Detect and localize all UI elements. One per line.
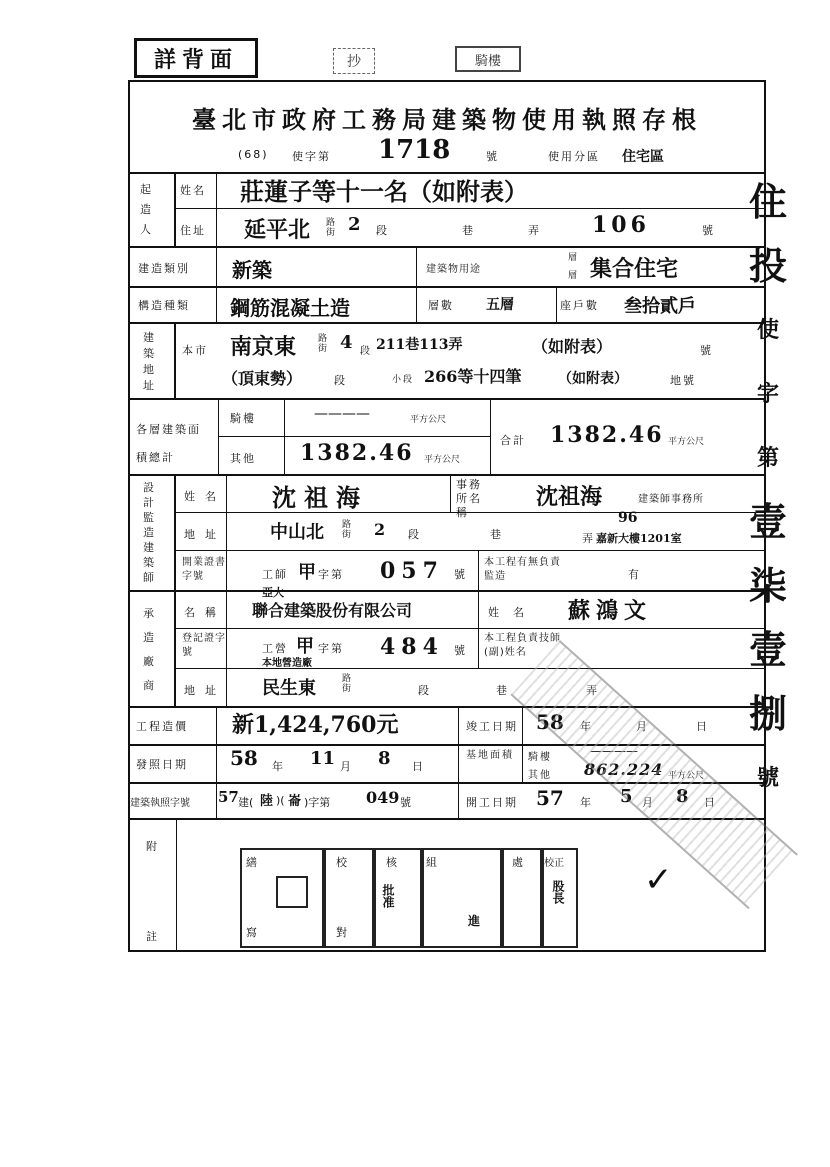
designer-office-label: 事務所名稱 (456, 478, 482, 519)
contractor-road: 民生東 (262, 678, 316, 699)
site-section: 4 (340, 332, 353, 353)
permit-mid1: 建( (238, 796, 254, 809)
side-char-3: 使 (756, 317, 779, 343)
site-lane: 211巷113弄 (376, 337, 463, 353)
rule-v-office (450, 474, 451, 512)
permit-year: 57 (218, 788, 239, 806)
rule-h9 (174, 550, 766, 551)
permit-unit: 號 (400, 796, 413, 809)
stamp-check-text: 批准 (381, 884, 395, 908)
designer-name: 沈祖海 (272, 483, 368, 512)
reg-grade: 甲 (296, 636, 314, 657)
done-year: 58 (536, 710, 564, 734)
stamp-box-group (420, 848, 504, 948)
contractor-person-label: 姓名 (488, 606, 538, 619)
issue-unit-y: 年 (272, 760, 285, 773)
start-unit-y: 年 (580, 796, 593, 809)
applicant-lane-unit: 巷 (462, 224, 475, 237)
top-stamp-2: 騎樓 (455, 46, 521, 72)
contractor-name-extra: 亞大 (262, 586, 284, 599)
license-prefix: 使字第 (292, 150, 331, 163)
applicant-group-label: 起 造 人 (140, 183, 151, 236)
license-suffix: 號 (486, 150, 499, 163)
use-unit-a: 層 (568, 253, 580, 263)
rule-v-person (478, 590, 479, 668)
side-char-4: 字 (756, 381, 779, 407)
start-unit-d: 日 (704, 796, 717, 809)
site-note2: （如附表） (558, 371, 628, 387)
top-stamp-1: 抄 (333, 48, 375, 74)
rule-h2 (174, 208, 766, 209)
rule-v-sublbl2 (226, 474, 227, 706)
side-char-5: 第 (756, 445, 779, 471)
designer-number: 96 (618, 510, 638, 526)
stamp-group-text: 進 (468, 914, 481, 928)
notes-label-top: 附 (146, 840, 159, 853)
units-value: 叁拾貳戶 (624, 296, 696, 317)
rule-v-group2 (174, 322, 176, 398)
site-section-unit: 段 (360, 346, 372, 357)
site-road-unit: 路街 (318, 334, 330, 354)
side-char-2: 投 (748, 243, 787, 288)
stamp-box-division (500, 848, 544, 948)
reg-mid: 字第 (318, 642, 344, 655)
issue-unit-m: 月 (340, 760, 353, 773)
reg-prefix: 工營 (262, 642, 288, 655)
structure-label: 構造種類 (138, 299, 190, 312)
stamp-box-correction (540, 848, 578, 948)
total-area-value: 1382.46 (550, 422, 664, 448)
site-district: （頂東勢） (222, 369, 303, 388)
contractor-lane-unit: 巷 (496, 684, 509, 697)
applicant-alley-unit: 弄 (528, 224, 541, 237)
stamp-check-label: 核 (386, 856, 399, 869)
stamp-group-label: 組 (426, 856, 439, 869)
cost-label: 工程造價 (136, 720, 188, 733)
issue-month: 11 (310, 748, 336, 769)
site-other-value: 862.224 (584, 760, 664, 779)
done-unit-y: 年 (580, 720, 593, 733)
stamp-box-typist (240, 848, 326, 948)
rule-h5 (128, 322, 766, 324)
side-char-6: 壹 (748, 499, 787, 544)
contractor-group-label: 承 造 廠 商 (143, 607, 154, 692)
applicant-road-unit: 路街 (326, 218, 338, 238)
cert-prefix: 工師 (262, 568, 288, 581)
rule-h7 (128, 474, 766, 476)
total-area-label: 合計 (500, 434, 526, 447)
applicant-section-unit: 段 (376, 224, 389, 237)
start-day: 8 (676, 786, 689, 807)
cert-label: 開業證書字號 (182, 557, 226, 582)
start-unit-m: 月 (642, 796, 655, 809)
designer-alley-unit: 弄 (582, 532, 595, 545)
rule-h4 (128, 286, 766, 288)
rule-h11 (174, 628, 766, 629)
designer-building: 嘉新大樓1201室 (596, 532, 682, 545)
notes-label-bottom: 註 (146, 930, 159, 943)
category-label: 建造類別 (138, 262, 190, 275)
reg-unit: 號 (454, 644, 467, 657)
site-district-unit: 段 (334, 374, 347, 387)
rule-v-area3 (490, 398, 491, 474)
contractor-addr-label: 地址 (184, 684, 226, 697)
cost-value: 新1,424,760元 (232, 712, 399, 738)
site-area-label: 基地面積 (466, 750, 514, 761)
permit-kind2: 崙 (288, 794, 302, 809)
rule-v-group3 (174, 474, 176, 706)
category-value: 新築 (232, 258, 272, 282)
rule-h3 (128, 246, 766, 248)
side-char-7: 柒 (748, 563, 787, 608)
tech-label: 本工程負責技師(副)姓名 (484, 633, 561, 658)
site-city: 本市 (182, 344, 208, 357)
other-area-label: 其他 (230, 452, 256, 465)
contractor-section-unit: 段 (418, 684, 431, 697)
site-number-unit: 號 (700, 344, 713, 357)
done-unit-m: 月 (636, 720, 649, 733)
rule-v-sublbl (216, 172, 217, 246)
site-group-label: 建 築 地 址 (143, 331, 154, 392)
rule-v-use (416, 246, 417, 286)
issue-label: 發照日期 (136, 758, 188, 771)
rule-area-mid (218, 436, 490, 437)
floors-label: 層數 (428, 299, 454, 312)
rule-v-done (458, 706, 459, 818)
contractor-name-label: 名稱 (184, 606, 226, 619)
zone-value: 住宅區 (622, 149, 664, 165)
permit-number: 049 (366, 788, 400, 807)
total-area-unit: 平方公尺 (668, 437, 705, 447)
stamp-correction-text: 股長 (551, 880, 565, 904)
applicant-number: 106 (592, 212, 650, 238)
supervise-label: 本工程有無負責監造 (484, 557, 561, 582)
arcade-value: ———— (314, 406, 370, 422)
designer-road: 中山北 (270, 522, 324, 543)
rule-v-cert (478, 550, 479, 590)
supervise-value: 有 (628, 568, 641, 581)
site-arcade-value: ———— (590, 744, 638, 758)
designer-group-label: 設 計 監 造 建 築 師 (143, 481, 154, 584)
use-label: 建築物用途 (426, 264, 481, 275)
rule-v-notes (176, 818, 177, 952)
reg-label: 登記證字號 (182, 633, 226, 658)
structure-value: 鋼筋混凝土造 (230, 296, 350, 320)
issue-year: 58 (230, 746, 258, 770)
other-area-value: 1382.46 (300, 440, 414, 466)
rule-h6 (128, 398, 766, 400)
rule-v-cost (216, 706, 217, 818)
rule-v-floors (416, 286, 417, 322)
cert-unit: 號 (454, 568, 467, 581)
designer-section: 2 (374, 520, 386, 539)
stamp-typist-label: 繕 (246, 856, 259, 869)
rule-h10 (128, 590, 766, 592)
site-arcade-label: 騎樓 (528, 752, 552, 763)
applicant-addr-label: 住址 (180, 224, 206, 237)
site-road: 南京東 (230, 334, 297, 360)
side-char-9: 捌 (748, 691, 787, 736)
applicant-road: 延平北 (244, 217, 311, 243)
applicant-name-label: 姓名 (180, 184, 206, 197)
stamp-box-check (372, 848, 424, 948)
designer-lane-unit: 巷 (490, 528, 503, 541)
side-char-8: 壹 (748, 627, 787, 672)
rule-v-group (174, 172, 176, 246)
contractor-road-unit: 路街 (342, 674, 354, 694)
applicant-number-unit: 號 (702, 224, 715, 237)
checkmark-icon: ✓ (644, 860, 673, 900)
cert-mid: 字第 (318, 568, 344, 581)
start-label: 開工日期 (466, 796, 518, 809)
units-label: 座戶數 (560, 299, 599, 312)
site-subsection: 小段 (392, 375, 415, 385)
designer-office: 沈祖海 (536, 484, 603, 510)
issue-day: 8 (378, 748, 391, 769)
stamp-typist-bottom: 寫 (246, 926, 259, 939)
zone-label: 使用分區 (548, 150, 600, 163)
arcade-label: 騎樓 (230, 412, 256, 425)
applicant-section: 2 (348, 214, 361, 235)
applicant-name: 莊蓮子等十一名（如附表） (240, 177, 528, 206)
form-title: 臺北市政府工務局建築物使用執照存根 (192, 105, 702, 134)
reg-no: 484 (380, 634, 444, 660)
permit-label: 建築執照字號 (130, 798, 190, 809)
permit-mid2: )( (276, 794, 285, 807)
start-month: 5 (620, 786, 633, 807)
stamp-correction-label: 校正 (544, 858, 564, 869)
designer-addr-label: 地址 (184, 528, 226, 541)
detail-back-tag: 詳背面 (134, 38, 258, 78)
stamp-proof-label: 校 (336, 856, 349, 869)
done-unit-d: 日 (696, 720, 709, 733)
designer-road-unit: 路街 (342, 520, 354, 540)
seal-icon (276, 876, 308, 908)
reg-extra: 本地營造廠 (262, 658, 312, 669)
license-year: (68) (238, 148, 269, 161)
floors-value: 五層 (486, 297, 514, 313)
side-char-10: 號 (756, 765, 779, 791)
license-number: 1718 (378, 135, 451, 165)
rule-v-cat (216, 246, 217, 322)
contractor-name: 聯合建築股份有限公司 (252, 601, 413, 620)
site-lot-unit: 地號 (670, 374, 696, 387)
site-other-label: 其他 (528, 770, 552, 781)
designer-section-unit: 段 (408, 528, 421, 541)
contractor-person: 蘇鴻文 (568, 598, 653, 624)
use-value: 集合住宅 (590, 256, 679, 282)
rule-v-units (556, 286, 557, 322)
site-note1: （如附表） (532, 337, 613, 356)
site-lot: 266等十四筆 (424, 367, 522, 386)
issue-unit-d: 日 (412, 760, 425, 773)
designer-office-suffix: 建築師事務所 (638, 494, 704, 505)
permit-mid3: )字第 (304, 796, 331, 809)
site-other-unit: 平方公尺 (668, 771, 705, 781)
side-char-1: 住 (748, 179, 787, 224)
other-area-unit: 平方公尺 (424, 455, 461, 465)
rule-h13 (128, 706, 766, 708)
cert-grade: 甲 (298, 562, 316, 583)
use-unit-b: 層 (568, 271, 580, 281)
arcade-unit: 平方公尺 (410, 415, 447, 425)
stamp-proof-bottom: 對 (336, 926, 349, 939)
designer-name-label: 姓名 (184, 490, 226, 503)
area-group-label: 各層建築面積總計 (136, 423, 201, 464)
done-label: 竣工日期 (466, 720, 518, 733)
rule-v-done2 (522, 706, 523, 782)
stamp-division-label: 處 (512, 856, 525, 869)
start-year: 57 (536, 786, 564, 810)
cert-no: 057 (380, 558, 444, 584)
contractor-alley-unit: 弄 (586, 684, 599, 697)
stamp-box-proof (322, 848, 376, 948)
side-vertical-text (736, 170, 800, 810)
permit-kind: 陸 (260, 794, 274, 809)
